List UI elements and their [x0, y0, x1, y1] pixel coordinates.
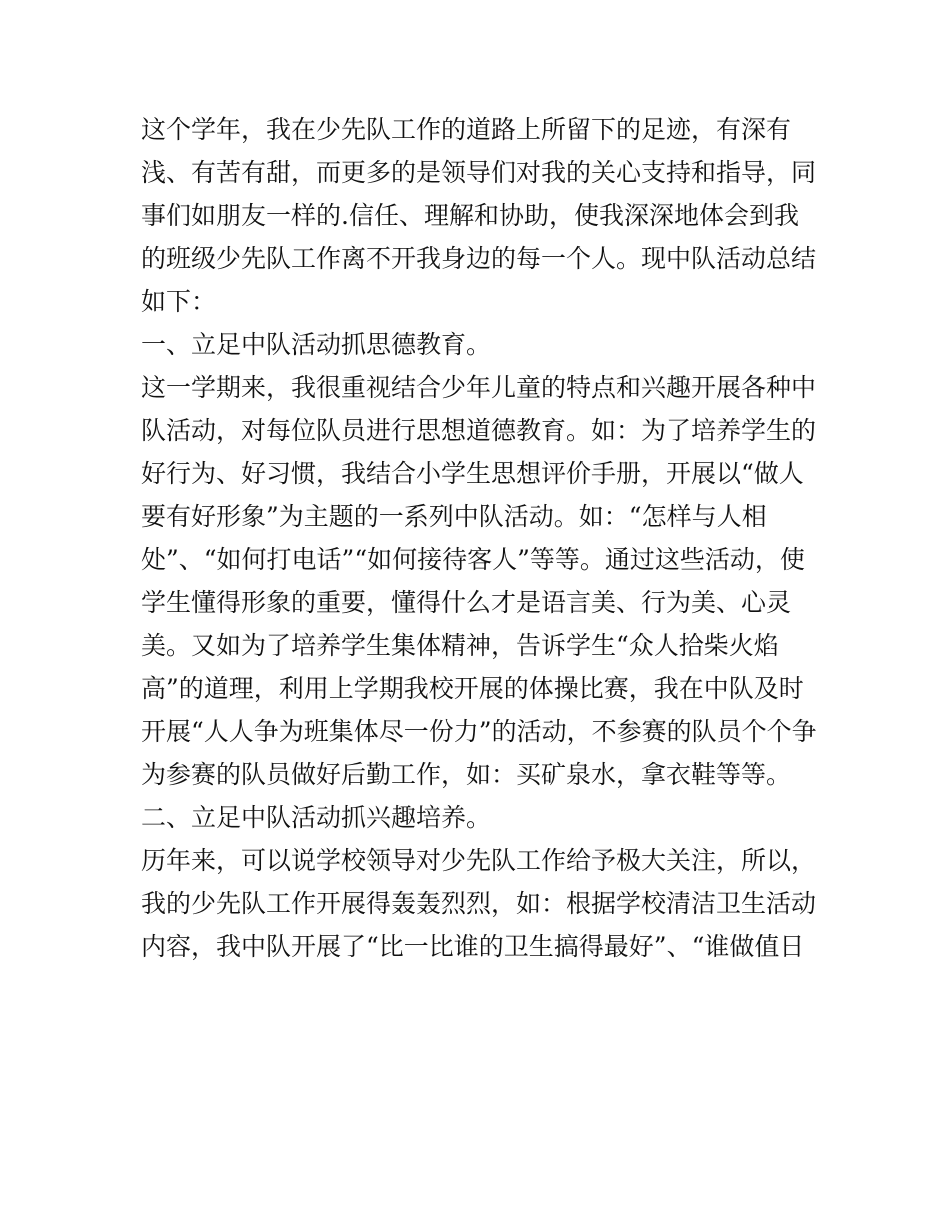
text-line: 处”、“如何打电话”“如何接待客人”等等。通过这些活动，使 — [141, 545, 805, 574]
text-line: 高”的道理，利用上学期我校开展的体操比赛，我在中队及时 — [141, 674, 804, 703]
text-line: 这个学年，我在少先队工作的道路上所留下的足迹，有深有 — [141, 115, 792, 144]
text-line: 要有好形象”为主题的一系列中队活动。如：“怎样与人相 — [141, 502, 767, 531]
text-line: 的班级少先队工作离不开我身边的每一个人。现中队活动总结 — [141, 244, 817, 273]
text-line: 我的少先队工作开展得轰轰烈烈，如：根据学校清洁卫生活动 — [141, 889, 817, 918]
text-line: 事们如朋友一样的.信任、理解和协助，使我深深地体会到我 — [141, 201, 799, 230]
document-body — [141, 108, 816, 968]
text-line: 好行为、好习惯，我结合小学生思想评价手册，开展以“做人 — [141, 459, 804, 488]
text-line: 学生懂得形象的重要，懂得什么才是语言美、行为美、心灵 — [141, 588, 792, 617]
section-heading: 二、立足中队活动抓兴趣培养。 — [141, 803, 492, 832]
text-line: 历年来，可以说学校领导对少先队工作给予极大关注，所以， — [141, 846, 817, 875]
text-line: 浅、有苦有甜，而更多的是领导们对我的关心支持和指导，同 — [141, 158, 817, 187]
text-line: 为参赛的队员做好后勤工作，如：买矿泉水，拿衣鞋等等。 — [141, 760, 792, 789]
text-line: 队活动，对每位队员进行思想道德教育。如：为了培养学生的 — [141, 416, 817, 445]
text-line: 如下： — [141, 287, 217, 316]
section-heading: 一、立足中队活动抓思德教育。 — [141, 330, 492, 359]
text-line: 美。又如为了培养学生集体精神，告诉学生“众人拾柴火焰 — [141, 631, 779, 660]
text-line: 这一学期来，我很重视结合少年儿童的特点和兴趣开展各种中 — [141, 373, 817, 402]
text-line: 内容，我中队开展了“比一比谁的卫生搞得最好”、“谁做值日 — [141, 932, 805, 961]
text-line: 开展“人人争为班集体尽一份力”的活动，不参赛的队员个个争 — [141, 717, 817, 746]
